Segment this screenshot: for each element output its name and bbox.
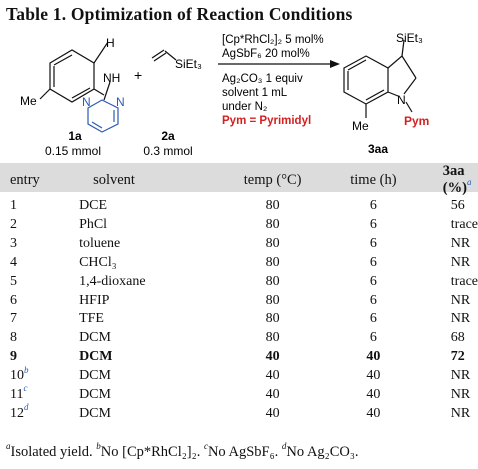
cell-solvent (79, 197, 211, 216)
reaction-scheme (0, 28, 478, 158)
atom-n-product: N (397, 93, 406, 107)
cell-solvent (79, 386, 211, 405)
entry-footnote-mark: c (23, 383, 28, 394)
cell-entry (0, 197, 79, 216)
atom-n2: N (116, 95, 125, 109)
cell-yield-value: NR (450, 311, 471, 327)
cell-time (334, 310, 413, 329)
cell-solvent-value: 1,4-dioxane (79, 273, 146, 289)
cell-temp-value: 40 (265, 349, 280, 365)
condition-base: Ag₂CO₃ 1 equiv (222, 73, 303, 85)
cell-time (334, 386, 413, 405)
cell-solvent-value: DCE (79, 198, 108, 213)
atom-h: H (106, 36, 115, 50)
entry-footnote-mark: b (24, 364, 29, 375)
table-row (0, 216, 478, 235)
cell-time-value: 6 (369, 330, 377, 346)
cell-entry (0, 235, 79, 254)
cell-solvent (79, 292, 211, 311)
cell-time (334, 405, 413, 424)
table-footnotes (6, 441, 359, 461)
header-time: time (h) (350, 171, 397, 188)
cell-solvent (79, 367, 211, 386)
cell-yield (413, 254, 478, 273)
table-row (0, 197, 478, 216)
cell-yield (413, 329, 478, 348)
cell-solvent-value: HFIP (79, 292, 110, 308)
optimization-table (0, 163, 478, 424)
cell-entry-value: 2 (10, 216, 17, 232)
table-row (0, 273, 478, 292)
cell-entry (0, 383, 79, 405)
cell-time (334, 367, 413, 386)
cell-temp-value: 80 (265, 273, 280, 289)
cell-temp (211, 367, 334, 386)
table-row (0, 329, 478, 348)
cell-time-value: 6 (369, 235, 377, 251)
table-title: Table 1. Optimization of Reaction Conditions (6, 4, 353, 24)
condition-pym-definition: Pym = Pyrimidyl (222, 115, 312, 127)
atom-nh: NH (103, 71, 121, 85)
table-row (0, 367, 478, 386)
table-body (0, 197, 478, 424)
cell-solvent (79, 254, 211, 273)
label-1a: 1a (68, 129, 82, 143)
cell-entry-value: 8 (10, 330, 17, 346)
cell-yield-value: 72 (450, 349, 465, 365)
cell-solvent-value: toluene (79, 235, 121, 251)
table-row (0, 386, 478, 405)
entry-footnote-mark: d (24, 402, 29, 413)
cell-solvent (79, 405, 211, 424)
header-yield (413, 163, 478, 197)
cell-entry-value: 12 (10, 405, 24, 421)
cell-entry (0, 310, 79, 329)
condition-atmosphere: under N₂ (222, 101, 268, 113)
cell-yield-value: NR (450, 387, 471, 403)
cell-entry (0, 348, 79, 367)
cell-temp-value: 80 (265, 311, 280, 327)
cell-time (334, 216, 413, 235)
reaction-arrowhead (330, 60, 340, 68)
cell-temp-value: 40 (265, 405, 280, 421)
cell-yield (413, 273, 478, 292)
atom-n1: N (82, 95, 91, 109)
cell-time-value: 6 (369, 273, 377, 289)
cell-time (334, 197, 413, 216)
cell-temp (211, 235, 334, 254)
cell-solvent (79, 329, 211, 348)
cell-time-value: 6 (369, 216, 377, 232)
cell-time (334, 273, 413, 292)
cell-yield-value: NR (450, 368, 471, 384)
cell-yield (413, 348, 478, 367)
cell-solvent (79, 216, 211, 235)
cell-time (334, 292, 413, 311)
cell-temp (211, 292, 334, 311)
cell-temp (211, 254, 334, 273)
condition-solvent: solvent 1 mL (222, 87, 288, 99)
header-entry: entry (10, 171, 40, 188)
cell-temp (211, 348, 334, 367)
footnote-d-text: No Ag₂CO₃. (286, 444, 359, 460)
table-row (0, 348, 478, 367)
footnote-c-text: No AgSbF₆. (207, 444, 282, 460)
table-row (0, 292, 478, 311)
cell-entry (0, 254, 79, 273)
cell-yield-value: NR (450, 405, 471, 421)
cell-yield-value: 68 (450, 330, 465, 346)
cell-yield-value: NR (450, 254, 471, 270)
cell-entry (0, 329, 79, 348)
cell-time-value: 40 (366, 387, 381, 403)
cell-solvent-value: DCM (79, 330, 111, 346)
cell-yield (413, 310, 478, 329)
cell-entry (0, 216, 79, 235)
cell-solvent-value: PhCl (79, 216, 108, 232)
cell-entry-value: 10 (10, 368, 24, 384)
table-row (0, 405, 478, 424)
cell-yield (413, 405, 478, 424)
condition-additive: AgSbF₆ 20 mol% (222, 48, 310, 60)
cell-solvent (79, 273, 211, 292)
condition-catalyst: [Cp*RhCl₂]₂ 5 mol% (222, 34, 324, 46)
cell-time-value: 40 (366, 405, 381, 421)
footnote-b-text: No [Cp*RhCl₂]₂. (100, 444, 204, 460)
cell-temp (211, 310, 334, 329)
cell-time (334, 254, 413, 273)
substrate-1a-structure (40, 42, 121, 132)
cell-temp-value: 40 (265, 368, 280, 384)
reagent-2a-structure (152, 50, 176, 61)
cell-yield-value: trace (450, 216, 478, 232)
cell-time-value: 40 (366, 368, 381, 384)
header-yield-label: 3aa (%) (442, 163, 467, 196)
cell-solvent (79, 310, 211, 329)
cell-yield-value: NR (450, 235, 471, 251)
amount-2a: 0.3 mmol (143, 144, 193, 158)
amount-1a: 0.15 mmol (44, 144, 102, 158)
atom-me-left: Me (20, 94, 37, 108)
cell-solvent-value: DCM (79, 368, 111, 384)
cell-entry (0, 273, 79, 292)
footnote-d-mark: d (281, 441, 287, 452)
cell-time-value: 6 (369, 198, 377, 213)
label-3aa: 3aa (367, 142, 389, 156)
cell-temp-value: 80 (265, 330, 280, 346)
cell-temp-value: 80 (265, 254, 280, 270)
cell-time (334, 329, 413, 348)
cell-solvent (79, 235, 211, 254)
footnote-c-mark: c (203, 441, 208, 452)
cell-time (334, 235, 413, 254)
cell-yield (413, 197, 478, 216)
table-row (0, 310, 478, 329)
cell-temp-value: 80 (265, 198, 280, 213)
cell-entry-value: 11 (10, 387, 24, 403)
cell-entry-value: 5 (10, 273, 17, 289)
cell-entry-value: 4 (10, 254, 17, 270)
cell-yield (413, 292, 478, 311)
header-yield-footnote-mark: a (466, 177, 472, 188)
plus-sign: + (134, 67, 143, 83)
cell-entry (0, 364, 79, 386)
cell-entry-value: 6 (10, 292, 17, 308)
table-header-row (0, 163, 478, 197)
label-2a: 2a (161, 129, 175, 143)
cell-entry-value: 3 (10, 235, 17, 251)
cell-temp (211, 329, 334, 348)
header-solvent: solvent (93, 171, 135, 188)
cell-temp (211, 216, 334, 235)
cell-solvent-value: DCM (79, 349, 113, 365)
cell-time-value: 6 (369, 311, 377, 327)
footnote-a-mark: a (6, 441, 11, 452)
cell-yield (413, 235, 478, 254)
cell-solvent (79, 348, 211, 367)
cell-yield-value: NR (450, 292, 471, 308)
cell-time (334, 348, 413, 367)
cell-entry-value: 9 (10, 349, 17, 365)
cell-solvent-value: CHCl₃ (79, 254, 117, 270)
cell-temp (211, 273, 334, 292)
cell-yield-value: trace (450, 273, 478, 289)
cell-entry (0, 292, 79, 311)
cell-time-value: 6 (369, 292, 377, 308)
cell-solvent-value: DCM (79, 405, 111, 421)
cell-solvent-value: TFE (79, 311, 104, 327)
footnote-b-mark: b (96, 441, 101, 452)
cell-temp-value: 40 (265, 387, 280, 403)
cell-temp (211, 197, 334, 216)
cell-solvent-value: DCM (79, 387, 111, 403)
table-row (0, 254, 478, 273)
cell-time-value: 6 (369, 254, 377, 270)
cell-time-value: 40 (366, 349, 381, 365)
atom-me-right: Me (352, 119, 369, 133)
footnote-a-text: Isolated yield. (10, 444, 97, 460)
cell-temp-value: 80 (265, 292, 280, 308)
cell-entry (0, 402, 79, 424)
cell-temp (211, 386, 334, 405)
cell-yield (413, 367, 478, 386)
cell-temp-value: 80 (265, 235, 280, 251)
atom-siet3-reagent: SiEt₃ (175, 57, 202, 71)
cell-temp (211, 405, 334, 424)
table-row (0, 235, 478, 254)
atom-siet3-product: SiEt₃ (396, 31, 423, 45)
cell-entry-value: 1 (10, 198, 17, 213)
header-temp: temp (°C) (243, 171, 302, 188)
cell-yield (413, 386, 478, 405)
cell-temp-value: 80 (265, 216, 280, 232)
cell-yield-value: 56 (450, 198, 465, 213)
atom-pym: Pym (404, 114, 430, 128)
cell-entry-value: 7 (10, 311, 17, 327)
cell-yield (413, 216, 478, 235)
